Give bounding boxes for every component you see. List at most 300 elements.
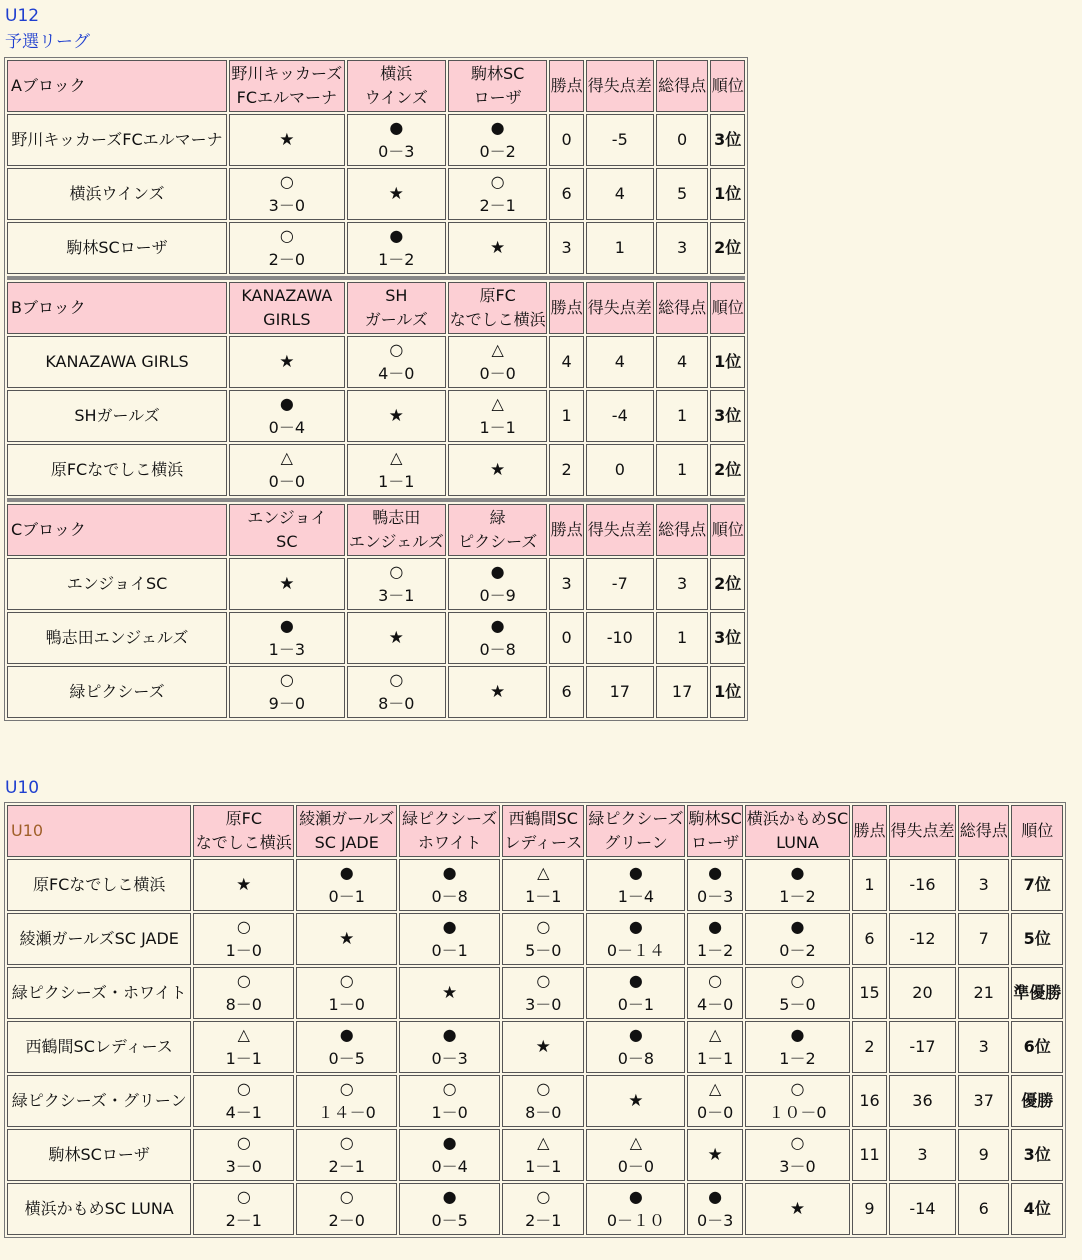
stat-header: 勝点: [549, 504, 583, 556]
match-result: [448, 666, 547, 718]
match-result: [502, 1129, 584, 1181]
result-symbol: ○: [790, 1079, 805, 1098]
total-goals: 4: [656, 336, 709, 388]
match-result: [502, 967, 584, 1019]
points: 1: [852, 859, 887, 911]
result-score: 8－0: [225, 995, 262, 1014]
goal-diff: 0: [586, 444, 654, 496]
match-result: [347, 558, 446, 610]
column-header-line: なでしこ横浜: [195, 833, 292, 852]
result-symbol: ●: [628, 971, 643, 990]
result-score: 2－0: [328, 1211, 365, 1230]
team-name: 原FCなでしこ横浜: [7, 859, 191, 911]
result-score: １４－0: [317, 1103, 376, 1122]
match-result: [296, 1021, 397, 1073]
column-header: [399, 805, 500, 857]
points: 3: [549, 222, 583, 274]
result-symbol: ●: [708, 917, 723, 936]
column-header-line: エンジョイ: [247, 508, 327, 527]
goal-diff: 17: [586, 666, 654, 718]
match-result: [193, 1183, 294, 1235]
match-result: [502, 1021, 584, 1073]
result-symbol: ○: [536, 971, 551, 990]
total-goals: 7: [958, 913, 1009, 965]
total-goals: 0: [656, 114, 709, 166]
stat-header: 得失点差: [586, 60, 654, 112]
match-result: [229, 612, 345, 664]
result-symbol: ●: [628, 863, 643, 882]
result-symbol: ○: [279, 172, 294, 191]
match-result: [687, 967, 743, 1019]
column-header-line: 駒林SC: [688, 809, 742, 828]
result-score: １０－0: [768, 1103, 827, 1122]
result-score: 0－8: [617, 1049, 655, 1068]
result-symbol: ●: [628, 1187, 643, 1206]
result-score: 0－2: [779, 941, 816, 960]
goal-diff: -17: [889, 1021, 956, 1073]
total-goals: 1: [656, 612, 709, 664]
result-score: 0－0: [696, 1103, 734, 1122]
goal-diff: -14: [889, 1183, 956, 1235]
result-symbol: ★: [279, 352, 295, 372]
result-score: 3－0: [525, 995, 562, 1014]
result-score: 2－1: [479, 196, 516, 215]
result-score: 0－5: [328, 1049, 365, 1068]
team-name: エンジョイSC: [7, 558, 227, 610]
team-row: [7, 612, 745, 664]
match-result: [347, 612, 446, 664]
result-score: 0－8: [479, 640, 516, 659]
column-header-line: 原FC: [225, 809, 262, 828]
match-result: [586, 859, 685, 911]
result-symbol: ○: [339, 1187, 354, 1206]
header-row: [7, 60, 745, 112]
team-row: [7, 1183, 1063, 1235]
match-result: [193, 1129, 294, 1181]
result-score: 2－1: [525, 1211, 562, 1230]
rank: 2位: [710, 558, 745, 610]
goal-diff: -7: [586, 558, 654, 610]
separator-cell: [7, 498, 745, 502]
total-goals: 3: [958, 1021, 1009, 1073]
result-score: 0－3: [378, 142, 415, 161]
result-symbol: ●: [490, 562, 505, 581]
result-score: 1－2: [779, 887, 816, 906]
match-result: [296, 913, 397, 965]
result-symbol: ★: [490, 238, 506, 258]
goal-diff: -12: [889, 913, 956, 965]
column-header: [229, 60, 345, 112]
goal-diff: 36: [889, 1075, 956, 1127]
result-score: 0－0: [268, 472, 306, 491]
result-score: 0－1: [431, 941, 468, 960]
result-score: 0－3: [696, 1211, 734, 1230]
match-result: [399, 1129, 500, 1181]
result-symbol: ○: [536, 1187, 551, 1206]
match-result: [687, 1129, 743, 1181]
match-result: [448, 114, 547, 166]
result-symbol: ●: [389, 226, 404, 245]
column-header-line: グリーン: [604, 833, 668, 852]
column-header: [347, 282, 446, 334]
result-score: 8－0: [525, 1103, 562, 1122]
rank: 1位: [710, 666, 745, 718]
match-result: [448, 558, 547, 610]
result-symbol: ●: [490, 118, 505, 137]
result-symbol: ★: [388, 406, 404, 426]
result-score: 3－0: [225, 1157, 262, 1176]
result-score: 0－１０: [606, 1211, 665, 1230]
column-header-line: ウインズ: [364, 88, 428, 107]
match-result: [399, 859, 500, 911]
column-header: [448, 60, 547, 112]
result-score: 0－4: [431, 1157, 468, 1176]
team-row: [7, 1075, 1063, 1127]
result-symbol: ●: [790, 917, 805, 936]
u12-league-table: [4, 57, 748, 721]
goal-diff: 1: [586, 222, 654, 274]
team-name: 綾瀬ガールズSC JADE: [7, 913, 191, 965]
column-header-line: LUNA: [776, 833, 819, 852]
points: 2: [852, 1021, 887, 1073]
result-score: 1－0: [328, 995, 365, 1014]
result-score: 1－0: [225, 941, 262, 960]
match-result: [229, 114, 345, 166]
result-score: 0－2: [479, 142, 516, 161]
stat-header: 総得点: [656, 504, 709, 556]
match-result: [347, 444, 446, 496]
total-goals: 6: [958, 1183, 1009, 1235]
points: 6: [549, 666, 583, 718]
match-result: [586, 1183, 685, 1235]
match-result: [399, 913, 500, 965]
result-symbol: △: [537, 863, 550, 882]
result-symbol: ●: [389, 118, 404, 137]
total-goals: 9: [958, 1129, 1009, 1181]
result-symbol: ★: [628, 1091, 644, 1111]
result-symbol: ★: [789, 1199, 806, 1219]
result-symbol: ★: [388, 184, 404, 204]
match-result: [347, 390, 446, 442]
result-symbol: ○: [339, 971, 354, 990]
result-symbol: ●: [790, 1025, 805, 1044]
team-row: [7, 336, 745, 388]
match-result: [229, 444, 345, 496]
match-result: [399, 967, 500, 1019]
match-result: [745, 967, 850, 1019]
result-symbol: ★: [279, 130, 295, 150]
points: 11: [852, 1129, 887, 1181]
header-row: [7, 805, 1063, 857]
points: 2: [549, 444, 583, 496]
result-score: 1－1: [525, 1157, 562, 1176]
result-score: 0－3: [696, 887, 734, 906]
stat-header: 順位: [1011, 805, 1063, 857]
stat-header: 勝点: [549, 60, 583, 112]
goal-diff: 20: [889, 967, 956, 1019]
result-score: 1－2: [779, 1049, 816, 1068]
total-goals: 1: [656, 444, 709, 496]
column-header: [502, 805, 584, 857]
rank: 3位: [710, 114, 745, 166]
result-score: 1－1: [696, 1049, 734, 1068]
rank: 3位: [1011, 1129, 1063, 1181]
points: 0: [549, 114, 583, 166]
total-goals: 3: [656, 222, 709, 274]
result-symbol: △: [280, 448, 293, 467]
points: 1: [549, 390, 583, 442]
header-row: [7, 282, 745, 334]
match-result: [193, 1075, 294, 1127]
team-row: [7, 1021, 1063, 1073]
result-score: 1－1: [479, 418, 516, 437]
separator-cell: [7, 276, 745, 280]
column-header: [296, 805, 397, 857]
result-score: 4－0: [378, 364, 415, 383]
match-result: [502, 913, 584, 965]
points: 4: [549, 336, 583, 388]
match-result: [745, 1021, 850, 1073]
result-score: 2－0: [268, 250, 306, 269]
result-symbol: ●: [339, 863, 354, 882]
result-symbol: ○: [236, 1187, 251, 1206]
team-row: [7, 859, 1063, 911]
stat-header: 得失点差: [586, 504, 654, 556]
stat-header: 順位: [710, 60, 745, 112]
column-header-line: ローザ: [691, 833, 740, 852]
column-header-line: 緑ピクシーズ: [402, 809, 498, 828]
goal-diff: 4: [586, 336, 654, 388]
team-name: 原FCなでしこ横浜: [7, 444, 227, 496]
column-header-line: 西鶴間SC: [508, 809, 578, 828]
match-result: [296, 1075, 397, 1127]
column-header-line: KANAZAWA: [241, 286, 333, 305]
result-symbol: ●: [339, 1025, 354, 1044]
result-symbol: ★: [490, 682, 506, 702]
result-symbol: ●: [279, 394, 294, 413]
match-result: [229, 168, 345, 220]
result-score: 2－1: [328, 1157, 365, 1176]
column-header: [347, 60, 446, 112]
rank: 優勝: [1011, 1075, 1063, 1127]
result-score: 5－0: [525, 941, 562, 960]
result-symbol: ★: [236, 875, 252, 895]
team-name: 横浜かもめSC LUNA: [7, 1183, 191, 1235]
result-symbol: ○: [236, 917, 251, 936]
column-header-line: 緑ピクシーズ: [588, 809, 684, 828]
match-result: [399, 1075, 500, 1127]
match-result: [502, 1075, 584, 1127]
rank: 2位: [710, 222, 745, 274]
result-score: 1－2: [378, 250, 415, 269]
rank: 6位: [1011, 1021, 1063, 1073]
block-title: Bブロック: [7, 282, 227, 334]
column-header-line: レディース: [504, 833, 583, 852]
rank: 1位: [710, 336, 745, 388]
goal-diff: -10: [586, 612, 654, 664]
result-symbol: △: [390, 448, 403, 467]
block-title: Cブロック: [7, 504, 227, 556]
result-score: 0－8: [431, 887, 468, 906]
team-name: 鴨志田エンジェルズ: [7, 612, 227, 664]
team-row: [7, 913, 1063, 965]
result-symbol: ○: [339, 1079, 354, 1098]
column-header-line: なでしこ横浜: [449, 310, 546, 329]
result-symbol: △: [708, 1025, 722, 1044]
stat-header: 順位: [710, 504, 745, 556]
team-row: [7, 444, 745, 496]
match-result: [687, 913, 743, 965]
result-score: 1－1: [225, 1049, 262, 1068]
column-header: [229, 504, 345, 556]
stat-header: 総得点: [656, 60, 709, 112]
result-symbol: △: [491, 340, 504, 359]
column-header-line: SH: [385, 286, 408, 305]
result-score: 0－0: [479, 364, 516, 383]
result-score: 0－9: [479, 586, 516, 605]
result-symbol: ★: [707, 1145, 723, 1165]
column-header-line: 綾瀬ガールズ: [299, 809, 395, 828]
match-result: [229, 558, 345, 610]
result-score: 1－3: [268, 640, 306, 659]
total-goals: 5: [656, 168, 709, 220]
result-symbol: ○: [236, 1133, 251, 1152]
total-goals: 3: [958, 859, 1009, 911]
match-result: [586, 1021, 685, 1073]
column-header-line: SC JADE: [314, 833, 379, 852]
result-score: 1－1: [378, 472, 415, 491]
result-symbol: ★: [279, 574, 295, 594]
match-result: [745, 1075, 850, 1127]
match-result: [745, 859, 850, 911]
result-symbol: ○: [236, 1079, 251, 1098]
match-result: [448, 222, 547, 274]
match-result: [448, 444, 547, 496]
result-symbol: ○: [389, 670, 404, 689]
result-symbol: ●: [490, 616, 505, 635]
team-row: [7, 1129, 1063, 1181]
column-header: [745, 805, 850, 857]
stat-header: 順位: [710, 282, 745, 334]
team-name: 野川キッカーズFCエルマーナ: [7, 114, 227, 166]
stat-header: 得失点差: [586, 282, 654, 334]
team-name: 横浜ウインズ: [7, 168, 227, 220]
column-header-line: エンジェルズ: [348, 532, 444, 551]
column-header: [687, 805, 743, 857]
rank: 1位: [710, 168, 745, 220]
column-header: [229, 282, 345, 334]
result-score: 2－1: [225, 1211, 262, 1230]
match-result: [448, 390, 547, 442]
result-score: 0－3: [431, 1049, 468, 1068]
result-symbol: ●: [442, 1133, 457, 1152]
match-result: [745, 1129, 850, 1181]
total-goals: 37: [958, 1075, 1009, 1127]
match-result: [296, 967, 397, 1019]
column-header-line: 横浜: [380, 64, 413, 83]
points: 15: [852, 967, 887, 1019]
match-result: [347, 666, 446, 718]
column-header-line: 原FC: [479, 286, 516, 305]
rank: 2位: [710, 444, 745, 496]
match-result: [399, 1021, 500, 1073]
result-score: 1－4: [617, 887, 655, 906]
team-name: 緑ピクシーズ・ホワイト: [7, 967, 191, 1019]
result-score: 5－0: [779, 995, 816, 1014]
result-symbol: △: [537, 1133, 550, 1152]
match-result: [229, 222, 345, 274]
u10-heading: U10: [5, 778, 40, 798]
match-result: [448, 168, 547, 220]
match-result: [296, 859, 397, 911]
result-score: 4－1: [225, 1103, 262, 1122]
column-header: [586, 805, 685, 857]
result-symbol: ★: [490, 460, 506, 480]
column-header-line: 横浜かもめSC: [746, 809, 849, 828]
result-score: 3－0: [779, 1157, 816, 1176]
result-symbol: ○: [790, 1133, 805, 1152]
result-score: 4－0: [696, 995, 734, 1014]
match-result: [502, 859, 584, 911]
stat-header: 総得点: [656, 282, 709, 334]
team-name: SHガールズ: [7, 390, 227, 442]
team-name: 駒林SCローザ: [7, 222, 227, 274]
rank: 7位: [1011, 859, 1063, 911]
match-result: [193, 913, 294, 965]
team-row: [7, 114, 745, 166]
match-result: [502, 1183, 584, 1235]
result-symbol: ●: [442, 1187, 457, 1206]
match-result: [687, 859, 743, 911]
result-score: 0－0: [617, 1157, 655, 1176]
block-separator: [7, 276, 745, 280]
team-name: 緑ピクシーズ: [7, 666, 227, 718]
result-symbol: ●: [442, 917, 457, 936]
rank: 3位: [710, 390, 745, 442]
match-result: [193, 967, 294, 1019]
match-result: [687, 1183, 743, 1235]
column-header-line: 駒林SC: [470, 64, 525, 83]
result-symbol: ●: [790, 863, 805, 882]
result-score: 1－2: [696, 941, 734, 960]
column-header: [193, 805, 294, 857]
result-symbol: ●: [442, 863, 457, 882]
u10-league-table: [4, 802, 1066, 1238]
result-symbol: ○: [236, 971, 251, 990]
result-symbol: ○: [339, 1133, 354, 1152]
team-row: [7, 558, 745, 610]
block-separator: [7, 498, 745, 502]
result-symbol: ★: [339, 929, 355, 949]
u12-heading: U12: [5, 6, 40, 26]
match-result: [347, 336, 446, 388]
result-symbol: ★: [442, 983, 458, 1003]
result-symbol: ○: [536, 1079, 551, 1098]
match-result: [193, 1021, 294, 1073]
team-name: KANAZAWA GIRLS: [7, 336, 227, 388]
match-result: [745, 1183, 850, 1235]
result-score: 8－0: [378, 694, 415, 713]
total-goals: 21: [958, 967, 1009, 1019]
points: 6: [549, 168, 583, 220]
team-row: [7, 666, 745, 718]
team-row: [7, 967, 1063, 1019]
result-symbol: ○: [490, 172, 505, 191]
result-symbol: △: [237, 1025, 250, 1044]
team-row: [7, 168, 745, 220]
column-header: [448, 282, 547, 334]
result-symbol: ★: [388, 628, 404, 648]
